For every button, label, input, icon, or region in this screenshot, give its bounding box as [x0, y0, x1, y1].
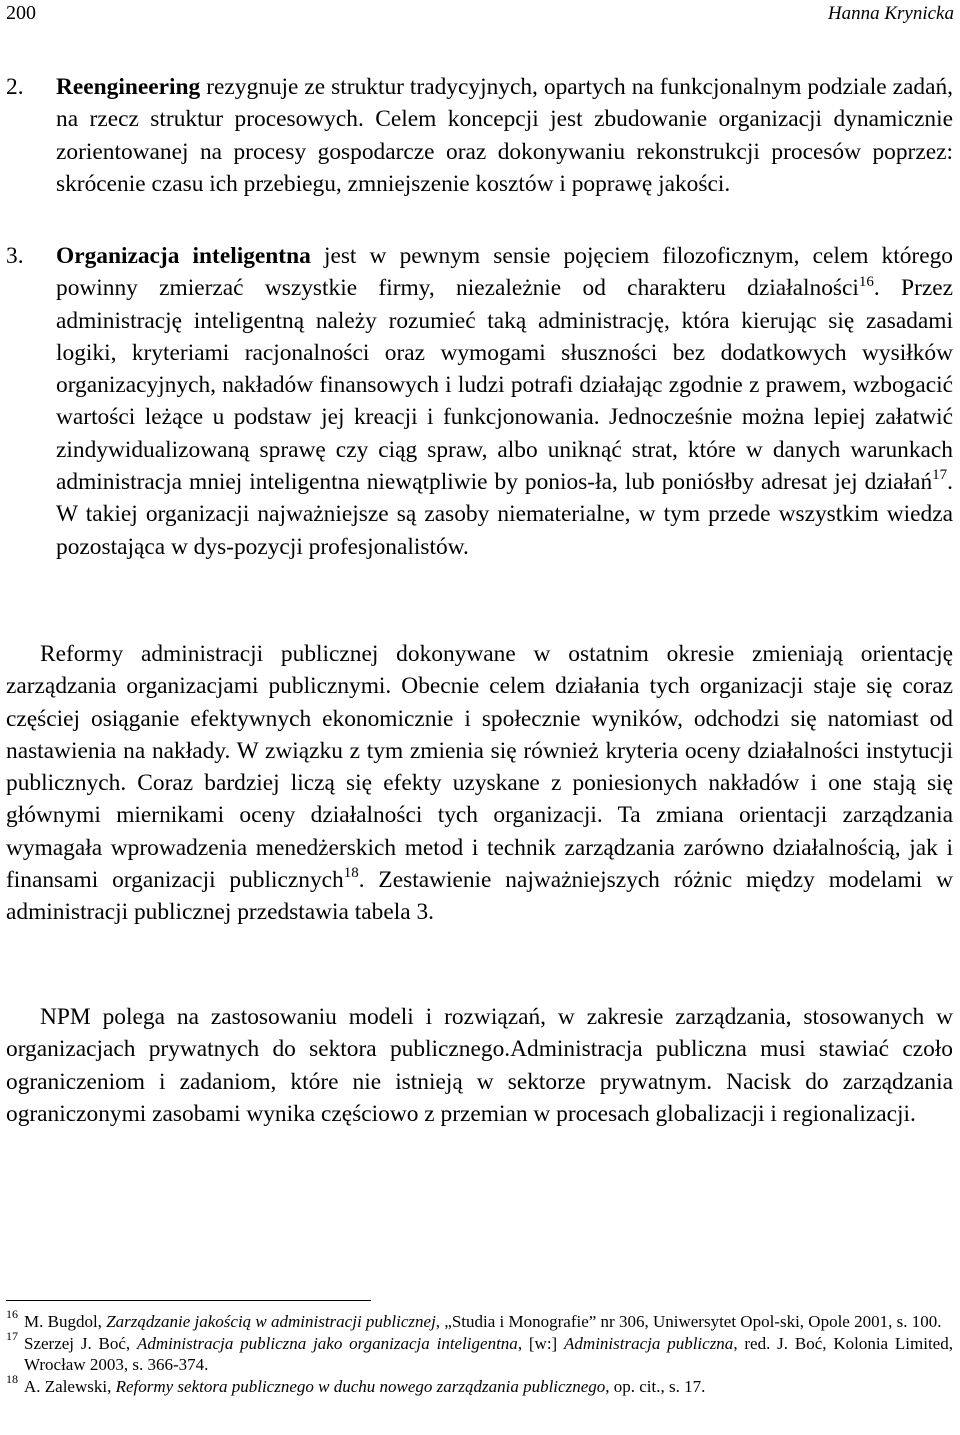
footnote-text: Szerzej J. Boć, — [24, 1333, 137, 1353]
footnotes — [6, 1307, 953, 1397]
list-number: 3. — [6, 243, 24, 269]
footnote-separator — [6, 1300, 371, 1301]
footnote-title: Administracja publiczna jako organizacja inteligentna — [137, 1333, 518, 1353]
footnote-text: , [w:] — [517, 1333, 565, 1353]
footnote-text: , red. J. Boć, Kolonia Limited, Wrocław 2003, s. 366-374. — [24, 1333, 953, 1374]
list-item-3 — [6, 240, 953, 563]
footnote-number: 16 — [6, 1307, 18, 1321]
list-item-2 — [6, 71, 953, 200]
bold-term: Organizacja inteligentna — [56, 243, 311, 269]
list-number: 2. — [6, 74, 24, 100]
running-title: Hanna Krynicka — [827, 3, 954, 24]
footnote-16 — [6, 1307, 953, 1333]
page-number: 200 — [6, 2, 36, 24]
footnote-number: 18 — [6, 1371, 18, 1386]
footnote-title: Administracja publiczna — [564, 1333, 734, 1353]
paragraph-text: . Zestawienie najważniejszych różnic między modelami w administracji publicznej przedstawia tabela 3. — [6, 867, 953, 926]
footnote-title: Reformy sektora publicznego w duchu nowego zarządzania publicznego — [115, 1376, 606, 1396]
footnote-17 — [6, 1328, 953, 1376]
footnote-ref-16[interactable]: 16 — [858, 273, 874, 290]
paragraph-text: Reformy administracji publicznej dokonywane w ostatnim okresie zmieniają orientację zarządzania organizacjami publicznymi. Obecnie celem działania tych organizacji staje się coraz częściej osiąganie efektywnych ekonomicznie i społecznie wyników, odchodzi się natomiast od nastawienia na nakłady. W związku z tym zmienia się również kryteria oceny działalności instytucji publicznych. Coraz bardziej liczą się efekty uzyskane z poniesionych nakładów i one stają się głównymi miernikami oceny działalności tych organizacji. Ta zmiana orientacji zarządzania wymagała wprowadzenia menedżerskich metod i technik zarządzania zarówno działalnością, jak i finansami organizacji publicznych — [6, 641, 953, 894]
footnote-text: A. Zalewski, — [24, 1376, 116, 1396]
page-header — [6, 2, 954, 28]
list-item-body — [56, 240, 953, 563]
footnote-18 — [6, 1371, 953, 1398]
paragraph-text: NPM polega na zastosowaniu modeli i rozwiązań, w zakresie zarządzania, stosowanych w organizacjach prywatnych do sektora publicznego.Administracja publiczna musi stawiać czoło ograniczeniom i zadaniom, które nie istnieją w sektorze prywatnym. Nacisk do zarządzania ograniczonymi zasobami wynika częściowo z przemian w procesach globalizacji i regionalizacji. — [6, 1004, 953, 1127]
paragraph-npm — [6, 1001, 953, 1130]
list-item-body — [56, 71, 953, 200]
list-text: . W takiej organizacji najważniejsze są zasoby niematerialne, w tym przede wszystkim wiedza pozostająca w dys-pozycji profesjonalistów. — [56, 469, 953, 560]
footnote-title: Zarządzanie jakością w administracji publicznej — [106, 1312, 436, 1331]
footnote-ref-18[interactable]: 18 — [343, 865, 359, 882]
footnote-text: M. Bugdol, — [24, 1312, 107, 1331]
paragraph-reforms — [6, 638, 953, 929]
footnote-ref-17[interactable]: 17 — [932, 467, 948, 484]
footnote-text: , „Studia i Monografie” nr 306, Uniwersytet Opol-ski, Opole 2001, s. 100. — [435, 1312, 942, 1331]
footnote-text: , op. cit., s. 17. — [605, 1376, 706, 1396]
list-text: . Przez administrację inteligentną należy rozumieć taką administrację, która kierując się zasadami logiki, kryteriami racjonalności oraz wymogami słuszności bez dodatkowych wysiłków organizacyjnych, nakładów finansowych i ludzi potrafi działając zgodnie z prawem, wzbogacić wartości leżące u podstaw jej kreacji i funkcjonowania. Jednocześnie można lepiej załatwić zindywidualizowaną sprawę czy ciąg spraw, albo uniknąć strat, które w danych warunkach administracja mniej inteligentna niewątpliwie by ponios-ła, lub poniósłby adresat jej działań — [56, 275, 954, 496]
list-text: jest w pewnym sensie pojęciem filozoficznym, celem którego powinny zmierzać wszystkie firmy, niezależnie od charakteru działalności — [56, 243, 953, 302]
bold-term: Reengineering — [56, 74, 201, 100]
footnote-number: 17 — [6, 1328, 18, 1343]
list-text: rezygnuje ze struktur tradycyjnych, opartych na funkcjonalnym podziale zadań, na rzecz struktur procesowych. Celem koncepcji jest zbudowanie organizacji dynamicznie zorientowanej na procesy gospodarcze oraz dokonywaniu rekonstrukcji procesów poprzez: skrócenie czasu ich przebiegu, zmniejszenie kosztów i poprawę jakości. — [56, 74, 953, 197]
